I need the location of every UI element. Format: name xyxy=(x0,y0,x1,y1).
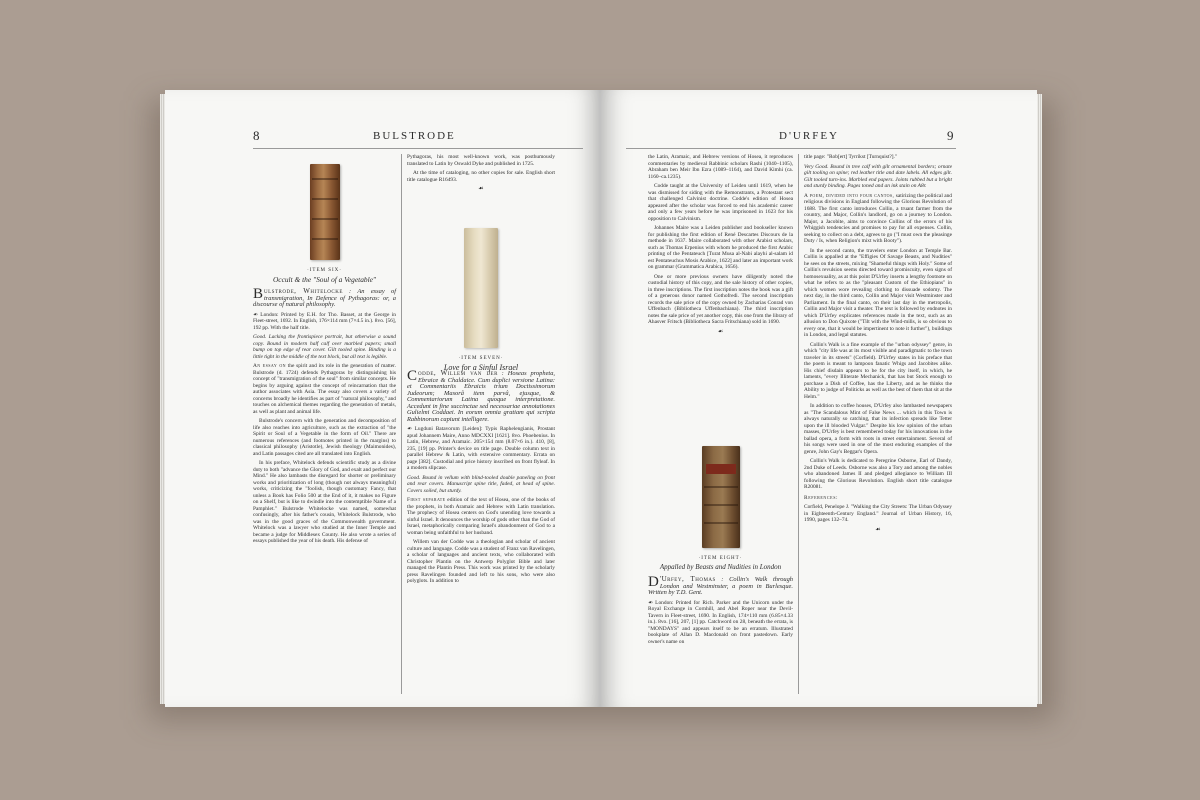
right-column-1 xyxy=(648,576,793,648)
item-seven-author: odde, Willem van der xyxy=(418,369,498,377)
item-six-para-3: In his preface, Whitelock defends scientific study as a divine duty to both "advance the Glory of God, and exalt and perfect our Mind." He also lambasts the disregard for shorter or preliminary works and prioritization of long (though not always meaningful) works, criticizing the "foolish, though customary Fancy, that unless a Book has Folio 500 at the End of it, it makes no Figure on a Shelf, but is like to dwindle into the contemptible Name of a Pamphlet." Bulstrode Whitelocke was named, somewhat confusingly, after his father's cousin, Whitelock Bulstrode, who was in the good graces of the Commonwealth government. Whitelock was a lawyer who studied at the Inner Temple and became a judge for Middlesex County. He also wrote a series of essays published the year of his death. His defense of xyxy=(253,460,396,544)
item-seven-title: : Hoseas propheta, Ebraice & Chaldaice. Cum duplici versione Latina: et Commentariis Ebraicis trium Doctissimorum Judeorum; Masorâ item parvâ, ejusque, & Commentariorum Latina quoque interpretatione. Accedunt in fine succinctae sed necessariae annotationes Gulielmi Coddaei. In eorum omnia gratiam qui scripta Rabbinorum capiunt intelligere. xyxy=(407,370,555,423)
right-running-head: D'URFEY xyxy=(779,130,839,142)
item-eight-author: 'Urfey, Thomas xyxy=(659,575,716,583)
item-eight-imprint: ☙ London: Printed for Rich. Parker and the Unicorn under the Royal Exchange in Cornhill, and Abel Roper near the Devil-Tavern in Fleet-street, 1690. In English, 174×110 mm (6.85×4.33 in.). 8vo. [16], 207, [1] pp. Catchword on 28, beneath the errata, is "MONDAYS" and appears itself to be an erratum. Illustrated bookplate of Allan D. Macdonald on front pastedown. Early owner's name on xyxy=(648,599,793,645)
item-eight-para-2: In the second canto, the travelers enter London at Temple Bar. Collin is appalled at the "Effigies Of Savage Beasts, and Nudities" he sees on the streets, mixing "Shameful things with Holy." Some of Collin's revulsion seems directed toward promiscuity, even signs of homosexuality, as at this point D'Urfey inserts a lengthy footnote on what he refers to as the "pleasant Custom of the Ethiopians" in which women wore revealing clothing to dissuade sodomy. The next day, in the third canto, Collin and Major visit Westminster and Parliament. In the final canto, on their last day in the metropolis, Collin and Major visit a theater. The text is followed by endnotes in which D'Urfey explicates references made in the text, such as an allusion to Don Quixote ("Tilt with the Wind-mills, is so obvious to every one, that it would be impertinent to note it further"), buildings in London, and legal statutes. xyxy=(804,247,952,338)
item-seven-para-2: Willem van der Codde was a theologian and scholar of ancient culture and language. Codde was a student of Franz van Ravelingen, a scholar of languages and ancient texts, who collaborated with Christopher Plantin on the Antwerp Polyglot Bible and later managed the Plantin Press. This work was printed by the scholarly press Ravelingen founded and left to his sons, who were also polyglots. In addition to xyxy=(407,539,555,584)
item-six-catalogue: At the time of cataloging, no other copies for sale. English short title catalogue R16493. xyxy=(407,170,555,183)
item-eight-figure xyxy=(648,446,793,571)
item-six-drop-cap: B xyxy=(253,286,264,302)
item-six-author: ulstrode, Whitelocke xyxy=(264,287,343,295)
item-seven-entry xyxy=(407,370,555,423)
item-seven-continued: the Latin, Aramaic, and Hebrew versions of Hosea, it reproduces commentaries by medieval Rabbinic scholars Rashi (1040–1105), Abraham ben Meir Ibn Ezra (1089–1164), and David Kimhi (ca. 1160–ca.1235). xyxy=(648,154,793,180)
item-seven-condition: Good. Bound in vellum with blind-tooled double paneling on front and rear covers. Manuscript spine title, faded, at head of spine. Covers soiled, but sturdy. xyxy=(407,474,555,494)
item-eight-entry xyxy=(648,576,793,597)
item-seven-para-4: Johannes Maire was a Leiden publisher and bookseller known for publishing the first edition of René Descartes Discours de la methode in 1637. Maire collaborated with other Arabist scholars, such as Thomas Erpenius with whom he produced the first Arabic printing of the Pentateuch [Turat Musa al-Nabi alayhi al-salam id est Pentateuchus Mosis Arabice, 1622] and later an important work on grammar (Grammatica Arabica, 1656). xyxy=(648,225,793,270)
item-six-continued: Pythagoras, his most well-known work, was posthumously translated to Latin by Oswald Dyke and published in 1725. xyxy=(407,154,555,167)
item-seven-para-5: One or more previous owners have diligently noted the custodial history of this copy, and the sale history of other copies, in three inscriptions. The first inscription notes the book was a gift of a generous donor named Gothofredi. The second inscription records the sale price of the copy owned by Zacharias Conrad von Uffenbach (Bibliotheca Uffenbachiana). The third inscription notes the sale price of yet another copy, this one from the library of Ahasver Fritsch (Bibliotheca Sacra Fritschiana) sold in 1690. xyxy=(648,273,793,325)
right-folio: 9 xyxy=(947,128,954,143)
left-folio: 8 xyxy=(253,128,260,143)
item-six-para-2: Bulstrode's concern with the generation and decomposition of life also reaches into agriculture, such as the extraction of "the Spirit or Soul of a Vegetable in the form of Oil." There are numerous references (and footnotes printed in the margins) to classical philosophy (Aristotle), Jewish theology (Maimonides), and Latin passages cited are all translated into English. xyxy=(253,418,396,457)
item-eight-condition: Very Good. Bound in tree calf with gilt ornamental borders; ornate gilt tooling on spine; red leather title and date labels. All edges gilt. Gilt tooled turn-ins. Marbled end papers. Joints rubbed but a bright and sturdy binding. Pages toned and an ink stain on A8r. xyxy=(804,163,952,189)
right-column-rule xyxy=(798,154,799,694)
item-six-book-image xyxy=(310,164,340,260)
item-eight-drop-cap: D xyxy=(648,574,659,590)
item-six-imprint: ☙ London: Printed by E.H. for Tho. Basset, at the George in Fleet-street, 1692. In English, 176×114 mm (7×4.5 in.). 8vo. [56], 192 pp. With the half title. xyxy=(253,311,396,331)
right-column-2 xyxy=(804,154,952,537)
references-list: Corfield, Penelope J. "Walking the City Streets: The Urban Odyssey in Eighteenth-Century England." Journal of Urban History, 16, 1990, pages 132–74. xyxy=(804,504,952,523)
right-column-1-top xyxy=(648,154,793,339)
item-eight-caption: Appalled by Beasts and Nudities in London xyxy=(659,563,782,571)
item-six-condition: Good. Lacking the frontispiece portrait, but otherwise a sound copy. Bound in modern half calf over marbled papers; small bump on top edge of rear cover. Gilt tooled spine. Binding is a little tight in the middle of the text block, but all text is legible. xyxy=(253,334,396,360)
left-column-1 xyxy=(253,288,396,548)
item-seven-drop-cap: C xyxy=(407,368,418,384)
left-running-head: BULSTRODE xyxy=(373,130,456,142)
left-head-rule xyxy=(253,148,583,149)
item-six-figure xyxy=(253,164,396,284)
item-six-entry xyxy=(253,288,396,309)
references-heading: References: xyxy=(804,494,839,501)
item-six-label: ·ITEM SIX· xyxy=(307,268,342,273)
item-seven-para-1: First separate edition of the text of Hosea, one of the books of the prophets, in both Aramaic and Hebrew with Latin translation. The prophecy of Hosea centers on God's unending love towards a sinful Israel. It denounces the worship of gods other than the God of Israel, metaphorically comparing Israel's abandonment of God to a woman being unfaithful to her husband. xyxy=(407,497,555,536)
ornament-2: ☙ xyxy=(717,328,724,335)
item-seven-imprint: ☙ Lugduni Batavorum [Leiden]: Typis Raphelengianis, Prostant apud Johannem Maire, Anno MDCXXI [1621]. 8vo. Phoebenius. In Latin, Hebrew, and Aramaic. 205×154 mm (8.07×6 in.). 410, [8], 235, [19] pp. Printer's device on title page. Double column text in parallel Hebrew & Latin, with extensive commentary. Errata on page [382]. Custodial and price history inscribed on front flyleaf. In a modern slipcase. xyxy=(407,426,555,471)
right-page xyxy=(600,90,1037,707)
right-head-rule xyxy=(626,148,956,149)
item-eight-continued: title page: "Rob[ert] Tyrrikst [Turnquist?]." xyxy=(804,154,898,160)
item-seven-book-image xyxy=(464,228,498,348)
item-seven-caption: Love for a Sinful Israel xyxy=(443,363,519,372)
ornament-3: ☙ xyxy=(875,526,881,533)
item-eight-para-4: In addition to coffee houses, D'Urfey also lambasted newspapers as "The Scandalous Mint of False News ... which in this Town is always naturally so catching, that its infection spreads like Tetter upon the ill blooded Vulgar." Despite his low opinion of the urban masses, D'Urfey is best remembered today for his innovations in the ballad opera, a form with roots in street entertainment. Several of his songs were used in one of the most enduring examples of the genre, John Gay's Beggar's Opera. xyxy=(804,403,952,455)
left-column-rule xyxy=(401,154,402,694)
left-column-2-top xyxy=(407,154,555,197)
item-eight-book-image xyxy=(702,446,740,548)
item-six-para-1: An essay on the spirit and its role in the generation of matter. Bulstrode (d. 1724) defends Pythagoras by distinguishing his concept of "transmigration of the soul" from similar concepts. He begins by arguing against the concept of reincarnation that the author associates with Asia. The essay also covers a variety of concerns broadly he identifies as part of "natural philosophy," and touches on alchemical themes regarding the generation of metals, as well as plant and animal life. xyxy=(253,363,396,415)
item-seven-para-3: Codde taught at the University of Leiden until 1619, when he was dismissed for siding with the Remonstrants, a Protestant sect that challenged Calvinist doctrine. Codde's edition of Hosea appeared after the scholar was forced to end his academic career and only a few years before he was imprisoned in 1623 for his opposition to Calvinism. xyxy=(648,183,793,222)
item-eight-para-5: Collin's Walk is dedicated to Peregrine Osborne, Earl of Dandy, 2nd Duke of Leeds. Osborne was also a Tory and among the nobles who abandoned James II and pledged allegiance to William III following the Glorious Revolution. English short title catalogue R20081. xyxy=(804,458,952,490)
left-page xyxy=(165,90,600,707)
item-eight-title: : Collin's Walk through London and Westminster, a poem in Burlesque. Written by T.D. Gent. xyxy=(648,576,793,596)
ornament-1: ☙ xyxy=(478,186,484,192)
item-eight-label: ·ITEM EIGHT· xyxy=(698,556,743,561)
item-six-caption: Occult & the "Soul of a Vegetable" xyxy=(272,275,377,284)
item-eight-para-3: Collin's Walk is a fine example of the "urban odyssey" genre, in which "city life was at its most visible and paradigmatic to the town traveler in its streets" (Corfield). D'Urfey states in his preface that the poem is meant to lampoon fanatic Whigs and Jacobites alike. His chief disdain appears to be for the city itself, in which, he laments, "every Illiterate Mechanick, that has but Stock enough to purchase a Dish of Coffee, has the Liberty, and as he thinks the Ability to judge of Politicks as well as the best of them that sit at the Helm." xyxy=(804,341,952,400)
item-eight-para-1: A poem, divided into four cantos, satirizing the political and religious divisions in England following the Glorious Revolution of 1688. The first canto introduces Collin, a truant farmer from the country, and Major, Collin's landlord, go on a journey to London. Major, a Jacobite, aims to convince Collins of the errors of his Whiggish tendencies and promises to pay for all expenses. Collin, seeking to collect on a debt, agrees to go ("I must own the pleasinge Duty / Is, when Religion's mixt with Booty"). xyxy=(804,192,952,244)
item-seven-figure xyxy=(407,228,555,372)
left-column-2 xyxy=(407,370,555,588)
item-seven-label: ·ITEM SEVEN· xyxy=(458,356,504,361)
item-six-title: : An essay of transmigration, In Defence of Pythagoras: or, a discourse of natural philosophy. xyxy=(253,288,397,308)
